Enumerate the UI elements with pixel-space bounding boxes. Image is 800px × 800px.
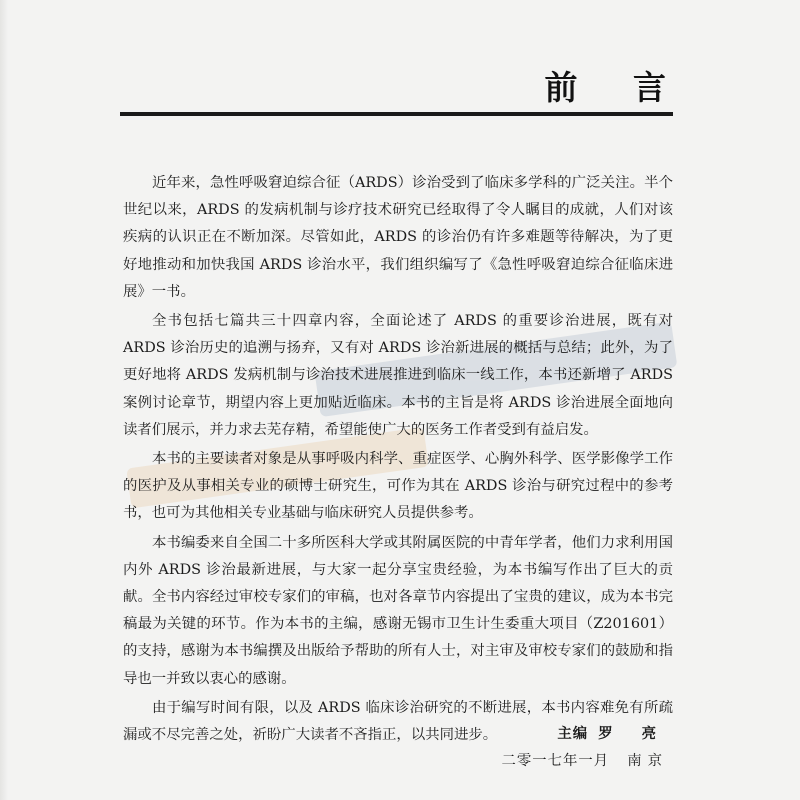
date-text: 二零一七年一月	[501, 753, 610, 769]
paragraph-2: 全书包括七篇共三十四章内容，全面论述了 ARDS 的重要诊治进展，既有对 ARDS 诊治历史的追溯与扬弃，又有对 ARDS 诊治新进展的概括与总结；此外，为了更好地将 ARDS 发病机制与诊治技术进展推进到临床一线工作，本书还新增了 ARDS 案例讨论章节，期望内容上更加贴近临床。本书的主旨是将 ARDS 诊治进展全面地向读者们展示，并力求去芜存精，希望能使广大的医务工作者受到有益启发。	[123, 313, 673, 438]
paragraph-1: 近年来，急性呼吸窘迫综合征（ARDS）诊治受到了临床多学科的广泛关注。半个世纪以来，ARDS 的发病机制与诊疗技术研究已经取得了令人瞩目的成就，人们对该疾病的认识正在不断加深。尽管如此，ARDS 的诊治仍有许多难题等待解决，为了更好地推动和加快我国 ARDS 诊治水平，我们组织编写了《急性呼吸窘迫综合征临床进展》一书。	[123, 175, 673, 300]
preface-body	[123, 170, 673, 751]
paragraph-5: 由于编写时间有限，以及 ARDS 临床诊治研究的不断进展，本书内容难免有所疏漏或不尽完善之处，祈盼广大读者不吝指正，以共同进步。	[123, 699, 673, 744]
place-text: 南京	[627, 753, 668, 769]
title-rule	[120, 112, 673, 116]
signature-line	[557, 722, 668, 743]
paragraph-4: 本书编委来自全国二十多所医科大学或其附属医院的中青年学者，他们力求利用国内外 ARDS 诊治最新进展，与大家一起分享宝贵经验，为本书编写作出了巨大的贡献。全书内容经过审校专家们的审稿，也对各章节内容提出了宝贵的建议，成为本书完稿最为关键的环节。作为本书的主编，感谢无锡市卫生计生委重大项目（Z201601）的支持，感谢为本书编撰及出版给予帮助的所有人士，对主审及审校专家们的鼓励和指导也一并致以衷心的感谢。	[123, 534, 673, 687]
page-edge-shadow	[0, 0, 8, 800]
paragraph-3: 本书的主要读者对象是从事呼吸内科学、重症医学、心胸外科学、医学影像学工作的医护及从事相关专业的硕博士研究生，可作为其在 ARDS 诊治与研究过程中的参考书，也可为其他相关专业基础与临床研究人员提供参考。	[123, 451, 673, 522]
signature-role: 主编	[557, 725, 589, 742]
page-title: 前 言	[544, 68, 688, 107]
dateline	[501, 749, 668, 770]
signature-name: 罗 亮	[598, 725, 668, 742]
